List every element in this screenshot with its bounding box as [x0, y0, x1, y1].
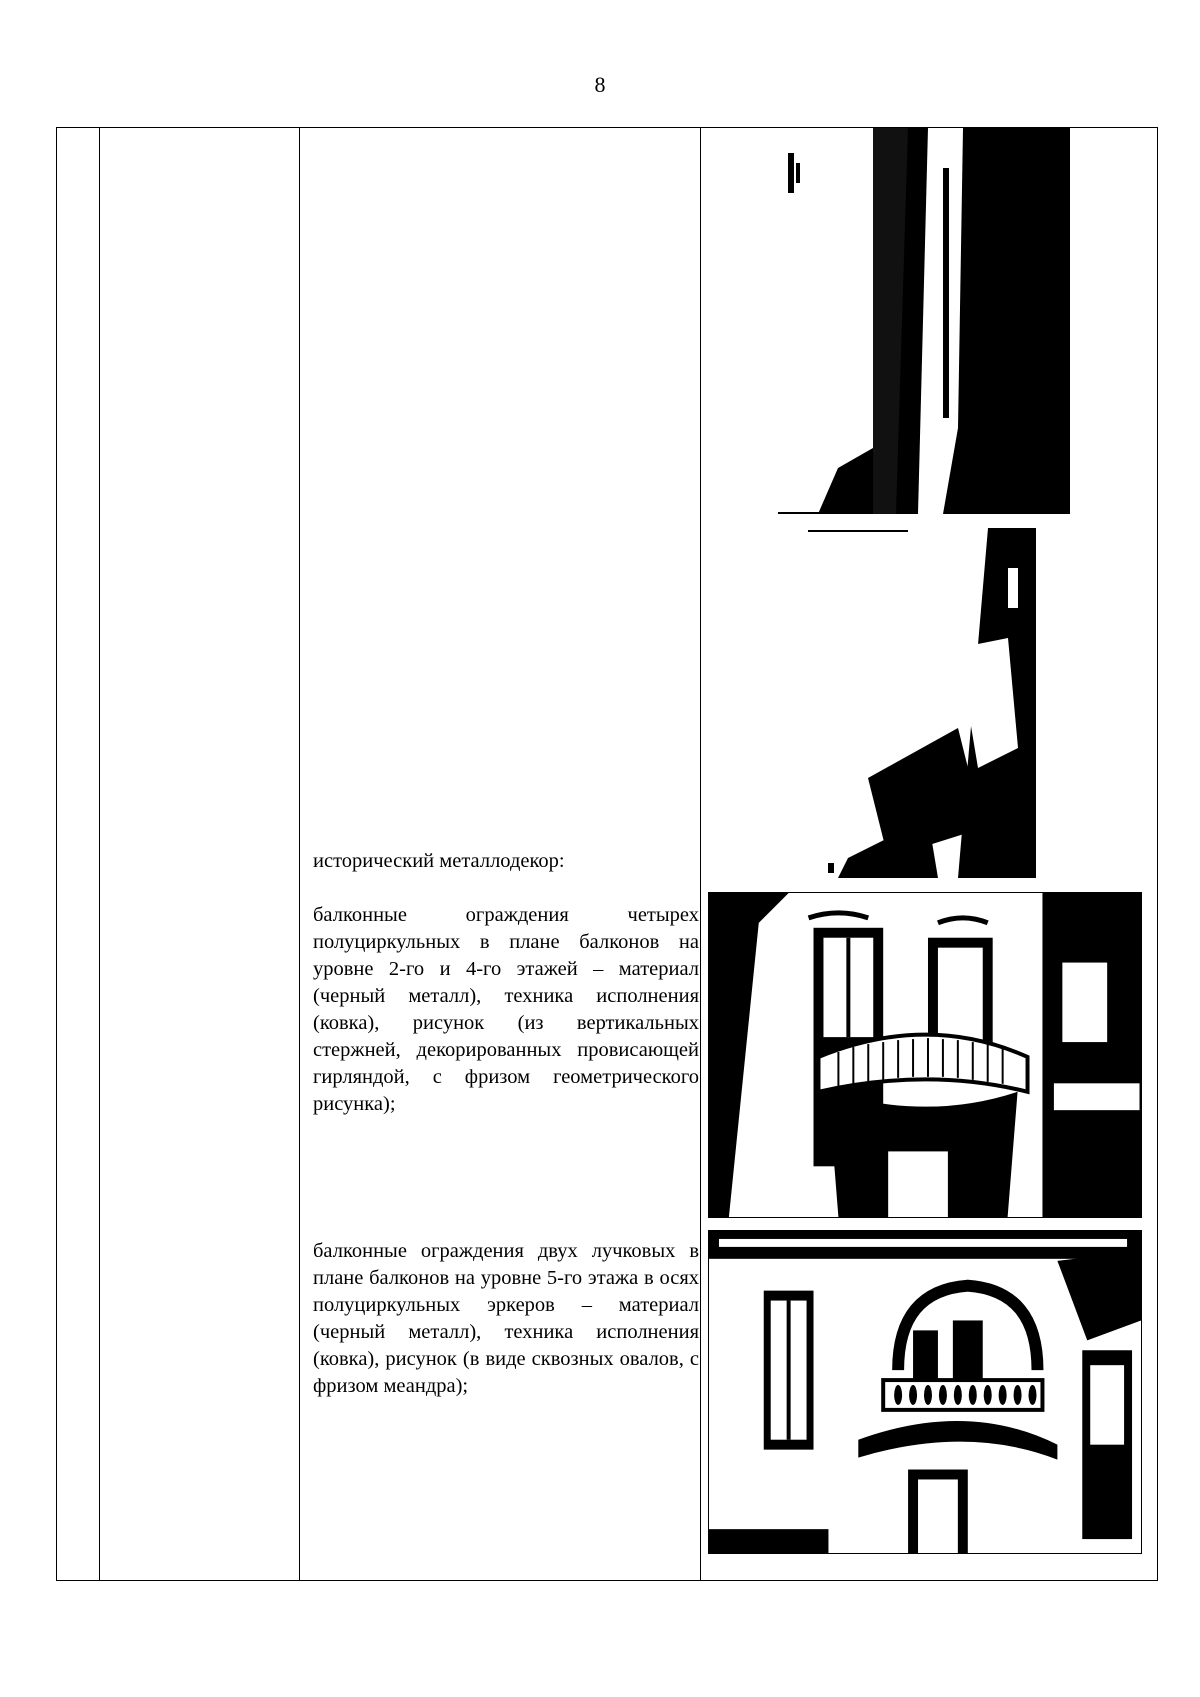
section-heading: исторический металлодекор: — [313, 850, 565, 872]
facade-photo-3 — [708, 892, 1142, 1218]
facade-photo-2-image — [808, 528, 1060, 878]
facade-photo-1-image — [778, 128, 1070, 514]
page-number: 8 — [594, 72, 606, 97]
table-column-divider — [700, 128, 701, 1580]
facade-photo-1 — [778, 128, 1070, 514]
paragraph-balconies-2-4-floor: балконные ограждения четырех полуциркульных в плане балконов на уровне 2-го и 4-го этажей – материал (черный металл), техника исполнения (ковка), рисунок (из вертикальных стержней, декорированных провисающей гирляндой, с фризом геометрического рисунка); — [313, 904, 699, 1115]
paragraph-balconies-5-floor: балконные ограждения двух лучковых в плане балконов на уровне 5-го этажа в осях полуциркульных эркеров – материал (черный металл), техника исполнения (ковка), рисунок (в виде сквозных овалов, с фризом меандра); — [313, 1240, 699, 1397]
facade-photo-4-image — [709, 1231, 1141, 1553]
table-column-divider — [299, 128, 300, 1580]
facade-photo-3-image — [709, 893, 1141, 1217]
table-column-divider — [99, 128, 100, 1580]
facade-photo-2 — [808, 528, 1060, 878]
facade-photo-4 — [708, 1230, 1142, 1554]
